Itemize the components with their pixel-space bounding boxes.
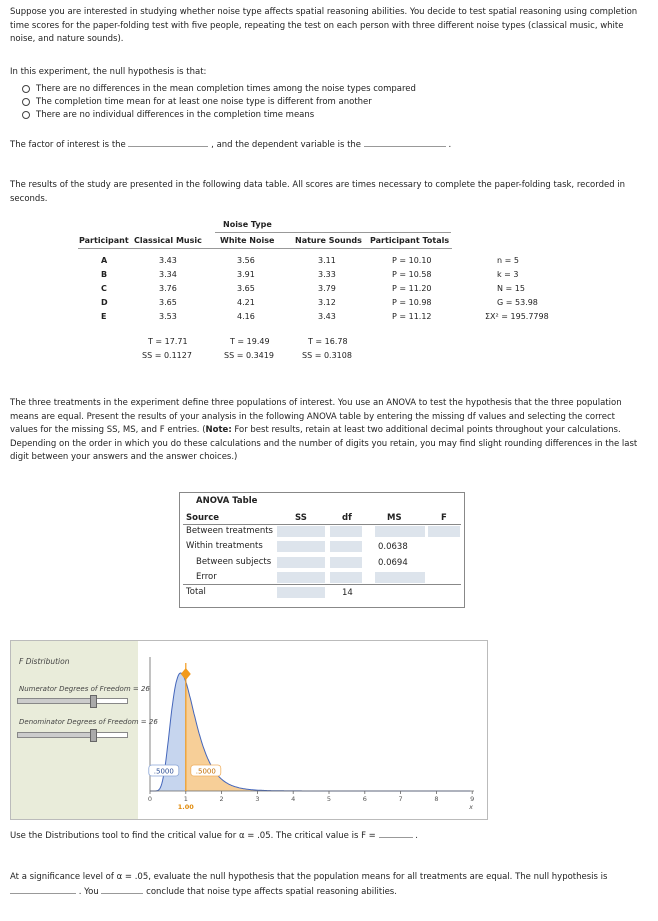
dependent-variable-dropdown[interactable] (364, 137, 446, 147)
white-SS: SS = 0.3419 (224, 351, 274, 360)
conclusion-text-b: . You (78, 887, 99, 897)
row-d-nature: 3.12 (318, 298, 336, 307)
anova-intro (10, 397, 638, 465)
f-distribution-tool (10, 640, 488, 820)
error-ms-select[interactable] (375, 572, 425, 583)
null-option-1[interactable] (22, 83, 416, 95)
right-area-value: .5000 (195, 767, 216, 776)
between-subjects-df-input[interactable] (330, 557, 362, 568)
anova-col-df: df (342, 513, 352, 523)
left-area-value: .5000 (153, 767, 174, 776)
row-b-participant: B (101, 270, 108, 279)
error-ss-select[interactable] (277, 572, 325, 583)
row-c-participant: C (101, 284, 107, 293)
summary-sumx2: ΣX² = 195.7798 (485, 312, 549, 321)
factor-text-2: , and the dependent variable is the (211, 140, 362, 150)
results-intro: The results of the study are presented in the following data table. All scores are times necessary to complete the paper-folding task, recorded in seconds. (10, 180, 626, 204)
conclusion-line (10, 884, 397, 897)
row-a-total: P = 10.10 (392, 256, 432, 265)
factor-text-1: The factor of interest is the (10, 140, 126, 150)
classical-SS: SS = 0.1127 (142, 351, 192, 360)
conclusion-text: At a significance level of α = .05, evaluate the null hypothesis that the population means for all treatments are equal. The null hypothesis is (10, 872, 608, 882)
anova-header-rule (183, 524, 461, 525)
noise-type-header: Noise Type (223, 220, 272, 229)
row-b-total: P = 10.58 (392, 270, 432, 279)
row-c-total: P = 11.20 (392, 284, 432, 293)
left-area-box (149, 765, 179, 776)
white-T: T = 19.49 (230, 337, 270, 346)
null-option-2-label: The completion time mean for at least one noise type is different from another (36, 97, 372, 107)
anova-total-rule (183, 584, 461, 585)
row-a-white: 3.56 (237, 256, 255, 265)
critical-value-readout: 1.00 (177, 803, 194, 811)
anova-table (179, 492, 465, 608)
row-a-classical: 3.43 (159, 256, 177, 265)
header-divider (215, 232, 451, 233)
conclusion-text-c: conclude that noise type affects spatial reasoning abilities. (146, 887, 397, 897)
x-tick-label-7: 7 (398, 795, 403, 803)
anova-row-error: Error (196, 572, 217, 582)
anova-row-within: Within treatments (186, 541, 263, 551)
radio-button[interactable] (22, 85, 30, 93)
anova-intro-note: Note: (205, 425, 232, 435)
x-tick-label-5: 5 (326, 795, 332, 803)
anova-col-ss: SS (295, 513, 307, 523)
between-f-select[interactable] (428, 526, 460, 537)
within-ms-value: 0.0638 (378, 542, 408, 552)
total-ss-select[interactable] (277, 587, 325, 598)
factor-question (10, 137, 451, 150)
null-option-2[interactable] (22, 96, 372, 108)
numerator-df-label: Numerator Degrees of Freedom = 26 (19, 685, 150, 693)
f-distribution-plot[interactable] (138, 641, 486, 819)
denominator-df-label: Denominator Degrees of Freedom = 26 (19, 718, 158, 726)
right-area-box (191, 765, 221, 776)
row-e-nature: 3.43 (318, 312, 336, 321)
f-distribution-title: F Distribution (19, 657, 70, 666)
x-tick-label-6: 6 (362, 795, 367, 803)
error-df-input[interactable] (330, 572, 362, 583)
null-hypothesis-decision-dropdown[interactable] (10, 884, 76, 894)
row-e-classical: 3.53 (159, 312, 177, 321)
denominator-df-slider[interactable] (17, 732, 128, 738)
critical-value-text: Use the Distributions tool to find the critical value for α = .05. The critical value is F = (10, 831, 376, 841)
row-e-white: 4.16 (237, 312, 255, 321)
critical-value-end: . (415, 831, 418, 841)
row-c-nature: 3.79 (318, 284, 336, 293)
x-tick-label-3: 3 (255, 795, 260, 803)
null-option-3-label: There are no individual differences in the completion time means (36, 110, 315, 120)
between-ss-select[interactable] (277, 526, 325, 537)
between-ms-select[interactable] (375, 526, 425, 537)
x-tick-label-4: 4 (291, 795, 296, 803)
denominator-df-fill (18, 733, 90, 737)
between-subjects-ss-select[interactable] (277, 557, 325, 568)
x-tick-label-9: 9 (470, 795, 475, 803)
anova-col-ms: MS (387, 513, 402, 523)
classical-T: T = 17.71 (148, 337, 188, 346)
intro-text: Suppose you are interested in studying whether noise type affects spatial reasoning abilities. You decide to test spatial reasoning using completion time scores for the paper-folding test with five people, repeating the test on each person with three different noise types (classical music, white noise, and nature sounds). (10, 7, 638, 44)
summary-k: k = 3 (497, 270, 519, 279)
x-axis-ticks (148, 791, 474, 803)
row-d-total: P = 10.98 (392, 298, 432, 307)
right-tail-area (186, 682, 471, 791)
factor-dropdown[interactable] (128, 137, 208, 147)
col-classical: Classical Music (134, 236, 202, 245)
nature-T: T = 16.78 (308, 337, 348, 346)
between-df-input[interactable] (330, 526, 362, 537)
anova-row-between-subjects: Between subjects (196, 557, 272, 567)
summary-G: G = 53.98 (497, 298, 538, 307)
factor-text-3: . (448, 140, 452, 150)
row-e-participant: E (101, 312, 107, 321)
total-df-value: 14 (342, 588, 353, 598)
null-option-3[interactable] (22, 109, 314, 121)
between-subjects-ms-value: 0.0694 (378, 558, 408, 568)
table-divider (78, 248, 452, 249)
row-d-classical: 3.65 (159, 298, 177, 307)
within-ss-select[interactable] (277, 541, 325, 552)
conclude-dropdown[interactable] (101, 884, 143, 894)
null-option-1-label: There are no differences in the mean completion times among the noise types compared (36, 84, 416, 94)
anova-title: ANOVA Table (196, 496, 258, 506)
x-tick-label-0: 0 (147, 795, 153, 803)
row-d-participant: D (101, 298, 108, 307)
anova-col-f: F (441, 513, 447, 523)
anova-col-source: Source (186, 513, 220, 523)
col-totals: Participant Totals (370, 236, 450, 245)
x-axis-label: x (469, 803, 473, 811)
row-d-white: 4.21 (237, 298, 255, 307)
anova-row-between: Between treatments (186, 526, 273, 536)
radio-button[interactable] (22, 98, 30, 106)
numerator-df-handle[interactable] (90, 695, 97, 708)
row-c-classical: 3.76 (159, 284, 177, 293)
row-c-white: 3.65 (237, 284, 255, 293)
numerator-df-fill (18, 699, 90, 703)
anova-row-total: Total (186, 587, 206, 597)
x-tick-label-2: 2 (219, 795, 224, 803)
anova-intro-a: The three treatments in the experiment define three populations of interest. You use an ANOVA to test the hypothesis that the three population means are equal. Present the results of your analysis in the following ANOVA table by entering the missing df values and selecting the correct values for the missing SS, MS, and F entries. ( (10, 398, 622, 435)
row-b-nature: 3.33 (318, 270, 336, 279)
denominator-df-handle[interactable] (90, 729, 97, 742)
row-a-nature: 3.11 (318, 256, 336, 265)
radio-button[interactable] (22, 111, 30, 119)
col-nature: Nature Sounds (295, 236, 362, 245)
summary-n: n = 5 (497, 256, 519, 265)
row-e-total: P = 11.12 (392, 312, 432, 321)
row-a-participant: A (101, 256, 108, 265)
col-white: White Noise (220, 236, 275, 245)
critical-value-input[interactable] (379, 828, 413, 838)
f-distribution-controls (11, 641, 158, 819)
null-hypothesis-prompt: In this experiment, the null hypothesis is that: (10, 67, 207, 77)
nature-SS: SS = 0.3108 (302, 351, 352, 360)
numerator-df-slider[interactable] (17, 698, 128, 704)
x-tick-label-8: 8 (434, 795, 439, 803)
col-participant: Participant (79, 236, 129, 245)
anova-intro-b: For best results, retain at least two additional decimal points throughout your calculations. Depending on the order in which you do these calculations and the number of digits you retain, you may find slight rounding differences in the last digit between your answers and the answer choices.) (10, 425, 638, 462)
within-df-input[interactable] (330, 541, 362, 552)
summary-N: N = 15 (497, 284, 525, 293)
x-tick-label-1: 1 (183, 795, 188, 803)
critical-value-question (10, 828, 418, 841)
row-b-classical: 3.34 (159, 270, 177, 279)
row-b-white: 3.91 (237, 270, 255, 279)
